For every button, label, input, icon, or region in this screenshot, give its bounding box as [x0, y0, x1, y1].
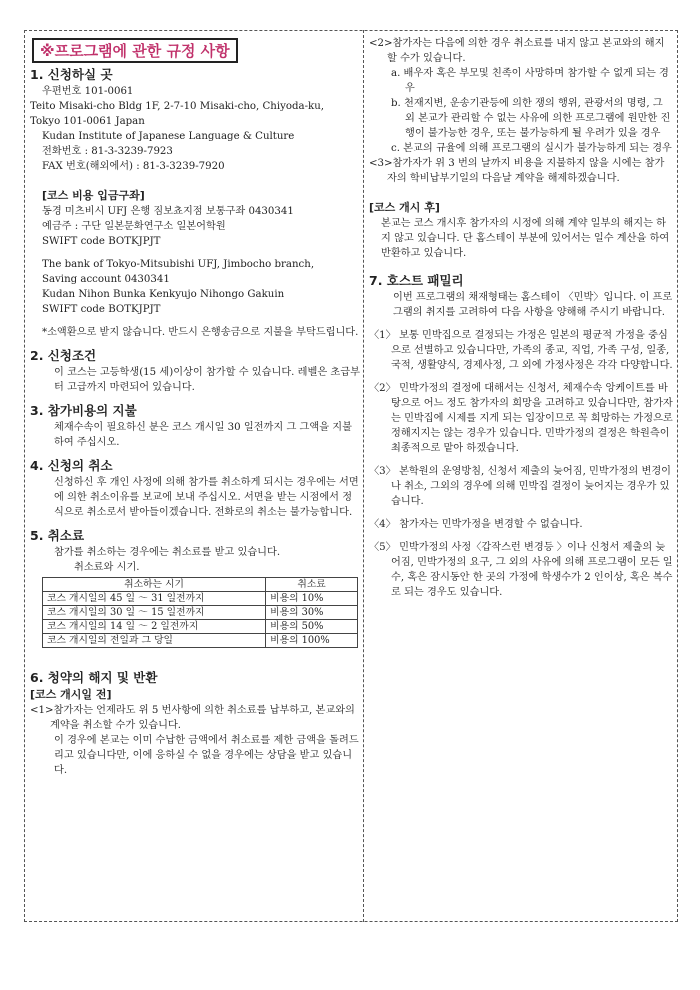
bank-en-line-1: The bank of Tokyo-Mitsubishi UFJ, Jimbocho branch,: [42, 259, 315, 270]
table-row: [43, 606, 358, 620]
address-line-1: Teito Misaki-cho Bldg 1F, 2-7-10 Misaki-cho, Chiyoda-ku,: [30, 101, 325, 112]
page-title: ※프로그램에 관한 규정 사항: [32, 38, 238, 63]
cancel-item-3: <3>참가자가 위 3 번의 날까지 비용을 지불하지 않을 시에는 참가자의 학비납부기일의 다음날 계약을 해제하겠습니다.: [369, 158, 665, 184]
after-course-heading: [코스 개시 후]: [369, 201, 440, 214]
table-cell-when: 코스 개시일의 14 일 ～ 2 일전까지: [43, 620, 266, 634]
sec5-text-1: 참가를 취소하는 경우에는 취소료를 받고 있습니다.: [54, 547, 281, 558]
table-header-row: [43, 578, 358, 592]
before-course-heading: [코스 개시일 전]: [30, 688, 112, 701]
right-column: [369, 36, 673, 600]
sec4-heading: 4. 신청의 취소: [30, 458, 113, 473]
sec2-text: 이 코스는 고등학생(15 세)이상이 참가할 수 있습니다. 레벨은 초급부터 고급까지 마련되어 있습니다.: [54, 367, 360, 393]
sec6-heading: 6. 청약의 해지 및 반환: [30, 670, 158, 685]
table-cell-fee: 비용의 10%: [266, 592, 358, 606]
host-item-1: 〈1〉 보통 민박집으로 결정되는 가정은 일본의 평균적 가정을 중심으로 선별하고 있습니다만, 가족의 종교, 직업, 가족 구성, 일종, 국적, 생활양식, 경제사정, 그 외에 가정사정은 각각 다양합니다.: [369, 330, 673, 371]
table-header-when: 취소하는 시기: [43, 578, 266, 592]
table-cell-fee: 비용의 30%: [266, 606, 358, 620]
sec4-text: 신청하신 후 개인 사정에 의해 참가를 취소하게 되시는 경우에는 서면에 의한 취소이유를 보교에 보내 주십시오. 서면을 받는 시점에서 정식으로 취소로서 받아들이겠습니다. 전화로의 취소는 불가능합니다.: [54, 477, 359, 518]
table-cell-when: 코스 개시일의 전일과 그 당일: [43, 634, 266, 648]
table-row: [43, 592, 358, 606]
bank-heading: [코스 비용 입금구좌]: [42, 189, 145, 202]
host-item-2: 〈2〉 민박가정의 결정에 대해서는 신청서, 체재수속 앙케이트를 바탕으로 어느 정도 참가자의 희망을 고려하고 있습니다만, 참가자는 민박집에 시제를 지게 되는 입장이므로 꼭 희망하는 가정으로 정해지지는 않는 경우가 있습니다. 민박가정의 결정은 학원측이 최종적으로 맡아 하겠습니다.: [369, 383, 673, 454]
table-cell-fee: 비용의 50%: [266, 620, 358, 634]
cancel-item-1: <1>참가자는 언제라도 위 5 번사항에 의한 취소료를 납부하고, 본교와의 계약을 취소할 수가 있습니다.: [30, 705, 355, 731]
table-row: [43, 620, 358, 634]
table-header-fee: 취소료: [266, 578, 358, 592]
cancel-item-2a: a. 배우자 혹은 부모및 친족이 사망하며 참가할 수 없게 되는 경우: [391, 68, 669, 94]
sec5-heading: 5. 취소료: [30, 528, 85, 543]
bank-en-line-2: Saving account 0430341: [42, 274, 170, 285]
cancel-item-1b: 이 경우에 본교는 이미 수납한 금액에서 취소료를 제한 금액을 돌려드리고 있습니다만, 이에 응하실 수 없을 경우에는 상담을 받고 있습니다.: [54, 735, 359, 776]
cancel-item-2: <2>참가자는 다음에 의한 경우 취소료를 내지 않고 본교와의 해지할 수가 있습니다.: [369, 38, 665, 64]
cancel-item-2b: b. 천재지변, 운송기관등에 의한 쟁의 행위, 관광서의 명령, 그 외 본교가 관리할 수 없는 사유에 의한 프로그램에 원만한 진행이 불가능한 경우, 또는 불가능하게 될 우려가 있을 경우: [391, 98, 671, 139]
column-divider: [363, 30, 364, 922]
remittance-note: *소액환으로 받지 않습니다. 반드시 은행송금으로 지불을 부탁드립니다.: [42, 327, 359, 338]
bank-kr-line-2: 예금주 : 구단 일본문화연구소 일본어학원: [42, 221, 226, 232]
bank-en-line-4: SWIFT code BOTKJPJT: [42, 304, 161, 315]
phone-number: 전화번호 : 81-3-3239-7923: [42, 146, 173, 157]
after-course-text: 본교는 코스 개시후 참가자의 시정에 의해 계약 일부의 해지는 하지 않고 있습니다. 단 홈스테이 부분에 있어서는 일수 계산을 하여 반환하고 있습니다.: [381, 218, 670, 259]
sec3-text: 체재수속이 필요하신 분은 코스 개시일 30 일전까지 그 그액을 지불하여 주십시오.: [54, 422, 352, 448]
left-column: [30, 36, 360, 778]
host-item-3: 〈3〉 본학원의 운영방침, 신청서 제출의 늦어짐, 민박가정의 변경이나 취소, 그외의 경우에 의해 민박집 결정이 늦어지는 경우가 있습니다.: [369, 466, 672, 507]
sec2-heading: 2. 신청조건: [30, 348, 97, 363]
table-cell-fee: 비용의 100%: [266, 634, 358, 648]
sec5-text-2: 취소료와 시기.: [74, 562, 140, 573]
host-item-5: 〈5〉 민박가정의 사정〈갑작스런 변경등 〉이나 신청서 제출의 늦어짐, 민박가정의 요구, 그 외의 사유에 의해 프로그램이 모든 일수, 혹은 잠시동안 한 곳의 가정에 학생수가 2 인이상, 혹은 복수로 되는 경우도 있습니다.: [369, 542, 673, 598]
bank-en-line-3: Kudan Nihon Bunka Kenkyujo Nihongo Gakuin: [42, 289, 285, 300]
table-row: [43, 634, 358, 648]
table-cell-when: 코스 개시일의 45 일 ～ 31 일전까지: [43, 592, 266, 606]
sec7-heading: 7. 호스트 패밀리: [369, 273, 464, 288]
sec3-heading: 3. 참가비용의 지불: [30, 403, 137, 418]
cancellation-fee-table: [42, 577, 358, 648]
table-cell-when: 코스 개시일의 30 일 ～ 15 일전까지: [43, 606, 266, 620]
institute-name: Kudan Institute of Japanese Language & Culture: [42, 131, 295, 142]
sec7-intro: 이번 프로그램의 채재형태는 홈스테이 〈민박〉입니다. 이 프로그램의 취지를 고려하여 다음 사항을 양해해 주시기 바랍니다.: [393, 292, 673, 318]
bank-kr-line-1: 동경 미츠비시 UFJ 은행 짐보쵸지점 보통구좌 0430341: [42, 206, 294, 217]
sec1-heading: 1. 신청하실 곳: [30, 67, 113, 82]
postal-code: 우편번호 101-0061: [42, 86, 134, 97]
address-line-2: Tokyo 101-0061 Japan: [30, 116, 145, 127]
cancel-item-2c: c. 본교의 규율에 의해 프로그램의 실시가 불가능하게 되는 경우: [391, 143, 672, 154]
host-item-4: 〈4〉 참가자는 민박가정을 변경할 수 없습니다.: [369, 519, 583, 530]
fax-number: FAX 번호(해외에서) : 81-3-3239-7920: [42, 161, 225, 172]
bank-kr-line-3: SWIFT code BOTKJPJT: [42, 236, 161, 247]
